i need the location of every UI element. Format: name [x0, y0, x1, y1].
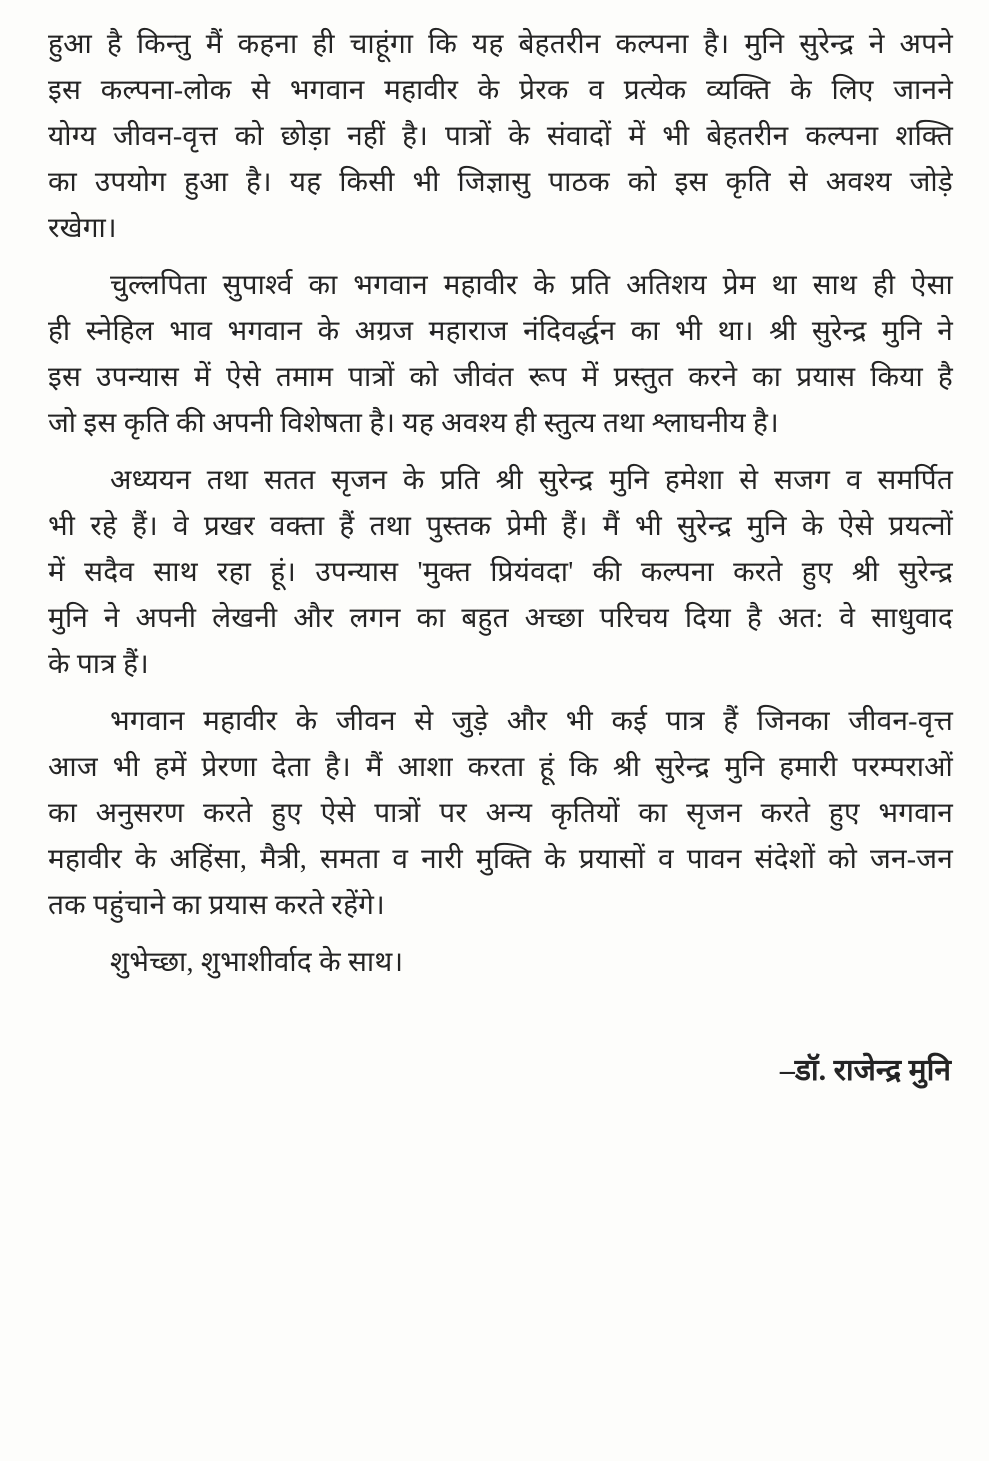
text-line: भी रहे हैं। वे प्रखर वक्ता हैं तथा पुस्तक प्रेमी हैं। मैं भी सुरेन्द्र मुनि के ऐसे प्रयत्नों	[48, 511, 953, 542]
text-line: का उपयोग हुआ है। यह किसी भी जिज्ञासु पाठक को इस कृति से अवश्य जोड़े	[48, 167, 953, 198]
text-line: हुआ है किन्तु मैं कहना ही चाहूंगा कि यह बेहतरीन कल्पना है। मुनि सुरेन्द्र ने अपने	[48, 29, 953, 60]
text-line: भगवान महावीर के जीवन से जुड़े और भी कई पात्र हैं जिनका जीवन-वृत्त	[110, 706, 953, 737]
body-text	[48, 22, 953, 986]
text-line: में सदैव साथ रहा हूं। उपन्यास 'मुक्त प्रियंवदा' की कल्पना करते हुए श्री सुरेन्द्र	[48, 557, 953, 588]
document-page	[48, 22, 953, 1094]
text-line: का अनुसरण करते हुए ऐसे पात्रों पर अन्य कृतियों का सृजन करते हुए भगवान	[48, 798, 953, 829]
text-line: जो इस कृति की अपनी विशेषता है। यह अवश्य ही स्तुत्य तथा श्लाघनीय है।	[48, 408, 779, 439]
text-line: मुनि ने अपनी लेखनी और लगन का बहुत अच्छा परिचय दिया है अत: वे साधुवाद	[48, 603, 953, 634]
text-line: के पात्र हैं।	[48, 649, 149, 680]
text-line: चुल्लपिता सुपार्श्व का भगवान महावीर के प्रति अतिशय प्रेम था साथ ही ऐसा	[110, 270, 953, 301]
text-line: शुभेच्छा, शुभाशीर्वाद के साथ।	[110, 947, 404, 978]
paragraph	[48, 263, 953, 447]
paragraph	[48, 699, 953, 929]
text-line: तक पहुंचाने का प्रयास करते रहेंगे।	[48, 890, 385, 921]
text-line: रखेगा।	[48, 213, 117, 244]
text-line: अध्ययन तथा सतत सृजन के प्रति श्री सुरेन्द्र मुनि हमेशा से सजग व समर्पित	[110, 465, 953, 496]
text-line: योग्य जीवन-वृत्त को छोड़ा नहीं है। पात्रों के संवादों में भी बेहतरीन कल्पना शक्ति	[48, 121, 953, 152]
text-line: इस उपन्यास में ऐसे तमाम पात्रों को जीवंत रूप में प्रस्तुत करने का प्रयास किया है	[48, 362, 953, 393]
signature: –डॉ. राजेन्द्र मुनि	[779, 1054, 951, 1087]
text-line: आज भी हमें प्रेरणा देता है। मैं आशा करता हूं कि श्री सुरेन्द्र मुनि हमारी परम्पराओं	[48, 752, 953, 783]
text-line: महावीर के अहिंसा, मैत्री, समता व नारी मुक्ति के प्रयासों व पावन संदेशों को जन-जन	[48, 844, 953, 875]
paragraph	[48, 458, 953, 688]
text-line: इस कल्पना-लोक से भगवान महावीर के प्रेरक व प्रत्येक व्यक्ति के लिए जानने	[48, 75, 953, 106]
paragraph	[48, 22, 953, 252]
text-line: ही स्नेहिल भाव भगवान के अग्रज महाराज नंदिवर्द्धन का भी था। श्री सुरेन्द्र मुनि ने	[48, 316, 953, 347]
paragraph	[48, 940, 953, 986]
